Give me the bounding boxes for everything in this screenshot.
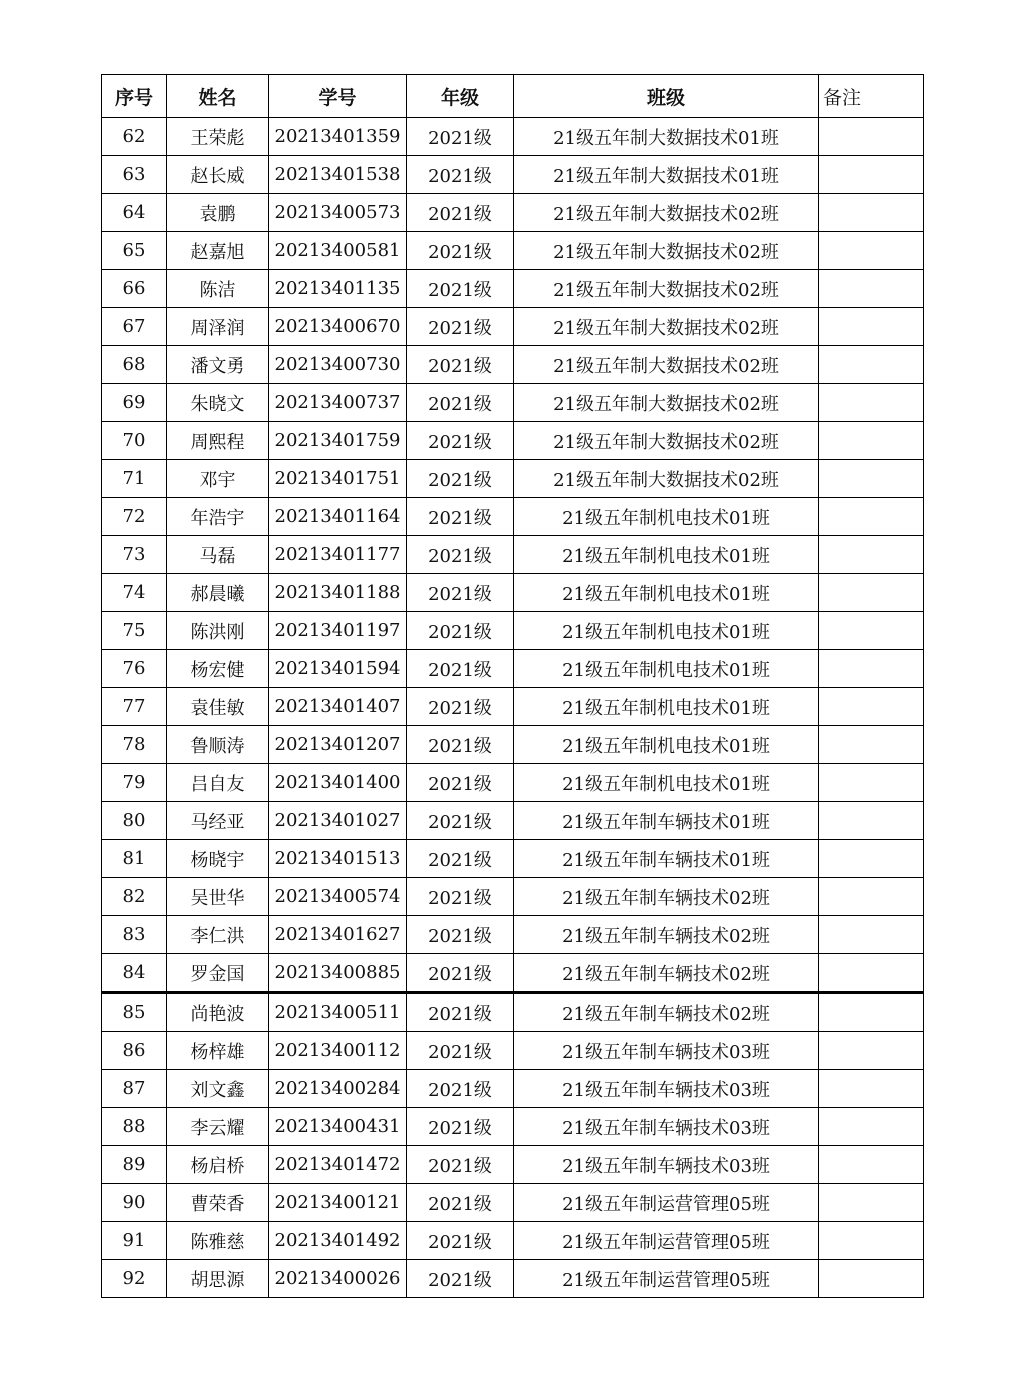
cell-grade: 2021级 <box>407 460 514 498</box>
cell-class: 21级五年制车辆技术03班 <box>514 1032 819 1070</box>
cell-note <box>819 1222 924 1260</box>
cell-name: 陈洁 <box>167 270 269 308</box>
table-row <box>102 1222 924 1260</box>
cell-grade: 2021级 <box>407 1108 514 1146</box>
cell-no: 64 <box>102 194 167 232</box>
cell-name: 邓宇 <box>167 460 269 498</box>
cell-class: 21级五年制运营管理05班 <box>514 1260 819 1298</box>
cell-class: 21级五年制大数据技术02班 <box>514 460 819 498</box>
cell-student-id: 20213400511 <box>269 993 407 1032</box>
cell-student-id: 20213400026 <box>269 1260 407 1298</box>
cell-grade: 2021级 <box>407 878 514 916</box>
cell-name: 鲁顺涛 <box>167 726 269 764</box>
cell-name: 郝晨曦 <box>167 574 269 612</box>
cell-note <box>819 1260 924 1298</box>
cell-student-id: 20213401177 <box>269 536 407 574</box>
cell-name: 曹荣香 <box>167 1184 269 1222</box>
cell-class: 21级五年制机电技术01班 <box>514 688 819 726</box>
cell-student-id: 20213401027 <box>269 802 407 840</box>
cell-no: 72 <box>102 498 167 536</box>
cell-no: 88 <box>102 1108 167 1146</box>
cell-name: 赵嘉旭 <box>167 232 269 270</box>
cell-grade: 2021级 <box>407 232 514 270</box>
table-row <box>102 194 924 232</box>
cell-grade: 2021级 <box>407 802 514 840</box>
cell-name: 陈雅慈 <box>167 1222 269 1260</box>
cell-grade: 2021级 <box>407 384 514 422</box>
cell-class: 21级五年制大数据技术02班 <box>514 194 819 232</box>
table-row <box>102 308 924 346</box>
cell-student-id: 20213401492 <box>269 1222 407 1260</box>
cell-name: 杨晓宇 <box>167 840 269 878</box>
cell-grade: 2021级 <box>407 118 514 156</box>
cell-grade: 2021级 <box>407 726 514 764</box>
cell-no: 89 <box>102 1146 167 1184</box>
cell-name: 吴世华 <box>167 878 269 916</box>
cell-student-id: 20213400737 <box>269 384 407 422</box>
cell-grade: 2021级 <box>407 270 514 308</box>
table-row <box>102 802 924 840</box>
table-row <box>102 764 924 802</box>
cell-note <box>819 612 924 650</box>
cell-note <box>819 1146 924 1184</box>
cell-student-id: 20213400431 <box>269 1108 407 1146</box>
cell-name: 王荣彪 <box>167 118 269 156</box>
cell-class: 21级五年制车辆技术03班 <box>514 1108 819 1146</box>
cell-class: 21级五年制大数据技术02班 <box>514 346 819 384</box>
cell-no: 80 <box>102 802 167 840</box>
cell-name: 潘文勇 <box>167 346 269 384</box>
cell-grade: 2021级 <box>407 650 514 688</box>
cell-grade: 2021级 <box>407 612 514 650</box>
cell-no: 81 <box>102 840 167 878</box>
cell-no: 63 <box>102 156 167 194</box>
cell-no: 79 <box>102 764 167 802</box>
cell-student-id: 20213401407 <box>269 688 407 726</box>
cell-note <box>819 384 924 422</box>
table-row <box>102 1070 924 1108</box>
cell-class: 21级五年制大数据技术01班 <box>514 156 819 194</box>
cell-no: 78 <box>102 726 167 764</box>
cell-grade: 2021级 <box>407 1222 514 1260</box>
table-row <box>102 1184 924 1222</box>
cell-name: 罗金国 <box>167 954 269 993</box>
cell-name: 吕自友 <box>167 764 269 802</box>
cell-student-id: 20213401188 <box>269 574 407 612</box>
table-row <box>102 1260 924 1298</box>
cell-no: 71 <box>102 460 167 498</box>
cell-note <box>819 118 924 156</box>
cell-class: 21级五年制车辆技术01班 <box>514 840 819 878</box>
cell-name: 刘文鑫 <box>167 1070 269 1108</box>
cell-class: 21级五年制大数据技术02班 <box>514 422 819 460</box>
cell-grade: 2021级 <box>407 422 514 460</box>
cell-note <box>819 916 924 954</box>
cell-student-id: 20213400121 <box>269 1184 407 1222</box>
cell-no: 91 <box>102 1222 167 1260</box>
cell-student-id: 20213400573 <box>269 194 407 232</box>
cell-note <box>819 536 924 574</box>
cell-name: 朱晓文 <box>167 384 269 422</box>
cell-note <box>819 993 924 1032</box>
cell-note <box>819 270 924 308</box>
table-row <box>102 688 924 726</box>
table-row <box>102 650 924 688</box>
cell-class: 21级五年制车辆技术02班 <box>514 878 819 916</box>
cell-class: 21级五年制大数据技术02班 <box>514 270 819 308</box>
cell-no: 82 <box>102 878 167 916</box>
cell-student-id: 20213400730 <box>269 346 407 384</box>
cell-no: 76 <box>102 650 167 688</box>
cell-note <box>819 1184 924 1222</box>
cell-no: 87 <box>102 1070 167 1108</box>
cell-no: 68 <box>102 346 167 384</box>
cell-grade: 2021级 <box>407 1032 514 1070</box>
cell-no: 92 <box>102 1260 167 1298</box>
cell-grade: 2021级 <box>407 1070 514 1108</box>
cell-no: 90 <box>102 1184 167 1222</box>
cell-grade: 2021级 <box>407 574 514 612</box>
cell-note <box>819 1032 924 1070</box>
cell-name: 年浩宇 <box>167 498 269 536</box>
header-grade: 年级 <box>407 75 514 118</box>
cell-class: 21级五年制车辆技术03班 <box>514 1070 819 1108</box>
student-roster-sheet <box>101 74 913 1298</box>
table-row <box>102 536 924 574</box>
cell-grade: 2021级 <box>407 1184 514 1222</box>
cell-class: 21级五年制大数据技术02班 <box>514 232 819 270</box>
header-no: 序号 <box>102 75 167 118</box>
cell-grade: 2021级 <box>407 954 514 993</box>
cell-student-id: 20213401400 <box>269 764 407 802</box>
table-row <box>102 993 924 1032</box>
cell-grade: 2021级 <box>407 308 514 346</box>
cell-student-id: 20213401627 <box>269 916 407 954</box>
cell-no: 84 <box>102 954 167 993</box>
cell-student-id: 20213401594 <box>269 650 407 688</box>
cell-note <box>819 156 924 194</box>
cell-note <box>819 308 924 346</box>
cell-student-id: 20213400885 <box>269 954 407 993</box>
table-row <box>102 574 924 612</box>
table-row <box>102 156 924 194</box>
table-row <box>102 270 924 308</box>
cell-class: 21级五年制机电技术01班 <box>514 726 819 764</box>
cell-class: 21级五年制大数据技术02班 <box>514 384 819 422</box>
cell-no: 73 <box>102 536 167 574</box>
cell-grade: 2021级 <box>407 840 514 878</box>
cell-no: 77 <box>102 688 167 726</box>
table-row <box>102 118 924 156</box>
cell-student-id: 20213401538 <box>269 156 407 194</box>
cell-note <box>819 802 924 840</box>
cell-no: 65 <box>102 232 167 270</box>
table-row <box>102 384 924 422</box>
cell-note <box>819 726 924 764</box>
cell-grade: 2021级 <box>407 688 514 726</box>
cell-grade: 2021级 <box>407 764 514 802</box>
cell-no: 69 <box>102 384 167 422</box>
cell-name: 袁佳敏 <box>167 688 269 726</box>
cell-name: 李仁洪 <box>167 916 269 954</box>
cell-name: 周熙程 <box>167 422 269 460</box>
cell-grade: 2021级 <box>407 993 514 1032</box>
cell-class: 21级五年制大数据技术02班 <box>514 308 819 346</box>
cell-name: 马经亚 <box>167 802 269 840</box>
cell-name: 杨启桥 <box>167 1146 269 1184</box>
cell-student-id: 20213400670 <box>269 308 407 346</box>
cell-name: 李云耀 <box>167 1108 269 1146</box>
cell-no: 85 <box>102 993 167 1032</box>
cell-name: 周泽润 <box>167 308 269 346</box>
cell-note <box>819 688 924 726</box>
table-row <box>102 232 924 270</box>
cell-class: 21级五年制机电技术01班 <box>514 536 819 574</box>
cell-name: 袁鹏 <box>167 194 269 232</box>
cell-note <box>819 954 924 993</box>
cell-class: 21级五年制机电技术01班 <box>514 498 819 536</box>
cell-no: 74 <box>102 574 167 612</box>
cell-no: 70 <box>102 422 167 460</box>
cell-student-id: 20213400574 <box>269 878 407 916</box>
cell-class: 21级五年制车辆技术01班 <box>514 802 819 840</box>
cell-student-id: 20213401135 <box>269 270 407 308</box>
table-header-row <box>102 75 924 118</box>
table-row <box>102 840 924 878</box>
cell-name: 尚艳波 <box>167 993 269 1032</box>
table-row <box>102 1146 924 1184</box>
table-row <box>102 878 924 916</box>
cell-grade: 2021级 <box>407 536 514 574</box>
cell-class: 21级五年制机电技术01班 <box>514 612 819 650</box>
cell-no: 75 <box>102 612 167 650</box>
cell-class: 21级五年制运营管理05班 <box>514 1222 819 1260</box>
cell-student-id: 20213401359 <box>269 118 407 156</box>
cell-student-id: 20213401164 <box>269 498 407 536</box>
cell-note <box>819 422 924 460</box>
cell-note <box>819 1070 924 1108</box>
cell-class: 21级五年制车辆技术02班 <box>514 916 819 954</box>
cell-no: 67 <box>102 308 167 346</box>
cell-class: 21级五年制车辆技术02班 <box>514 954 819 993</box>
table-row <box>102 1032 924 1070</box>
table-row <box>102 954 924 993</box>
cell-grade: 2021级 <box>407 1260 514 1298</box>
table-row <box>102 422 924 460</box>
cell-note <box>819 878 924 916</box>
cell-student-id: 20213401751 <box>269 460 407 498</box>
header-class: 班级 <box>514 75 819 118</box>
cell-note <box>819 574 924 612</box>
cell-note <box>819 764 924 802</box>
cell-student-id: 20213400284 <box>269 1070 407 1108</box>
cell-student-id: 20213401207 <box>269 726 407 764</box>
table-row <box>102 346 924 384</box>
cell-no: 62 <box>102 118 167 156</box>
header-note: 备注 <box>819 75 924 118</box>
cell-grade: 2021级 <box>407 916 514 954</box>
cell-student-id: 20213400581 <box>269 232 407 270</box>
cell-note <box>819 840 924 878</box>
cell-class: 21级五年制机电技术01班 <box>514 764 819 802</box>
table-row <box>102 726 924 764</box>
cell-name: 杨梓雄 <box>167 1032 269 1070</box>
cell-no: 83 <box>102 916 167 954</box>
cell-student-id: 20213401759 <box>269 422 407 460</box>
cell-class: 21级五年制车辆技术03班 <box>514 1146 819 1184</box>
cell-no: 66 <box>102 270 167 308</box>
cell-note <box>819 498 924 536</box>
cell-grade: 2021级 <box>407 156 514 194</box>
cell-student-id: 20213401472 <box>269 1146 407 1184</box>
cell-student-id: 20213401513 <box>269 840 407 878</box>
cell-note <box>819 346 924 384</box>
cell-no: 86 <box>102 1032 167 1070</box>
table-row <box>102 1108 924 1146</box>
cell-student-id: 20213400112 <box>269 1032 407 1070</box>
cell-student-id: 20213401197 <box>269 612 407 650</box>
cell-class: 21级五年制车辆技术02班 <box>514 993 819 1032</box>
cell-grade: 2021级 <box>407 346 514 384</box>
cell-class: 21级五年制大数据技术01班 <box>514 118 819 156</box>
cell-note <box>819 1108 924 1146</box>
header-student-id: 学号 <box>269 75 407 118</box>
cell-name: 胡思源 <box>167 1260 269 1298</box>
cell-grade: 2021级 <box>407 1146 514 1184</box>
cell-grade: 2021级 <box>407 498 514 536</box>
cell-note <box>819 460 924 498</box>
table-body <box>102 118 924 1298</box>
cell-note <box>819 194 924 232</box>
cell-note <box>819 232 924 270</box>
header-name: 姓名 <box>167 75 269 118</box>
cell-name: 马磊 <box>167 536 269 574</box>
table-row <box>102 916 924 954</box>
cell-grade: 2021级 <box>407 194 514 232</box>
cell-name: 陈洪刚 <box>167 612 269 650</box>
table-row <box>102 498 924 536</box>
table-row <box>102 460 924 498</box>
cell-name: 赵长威 <box>167 156 269 194</box>
cell-class: 21级五年制机电技术01班 <box>514 574 819 612</box>
table-row <box>102 612 924 650</box>
cell-note <box>819 650 924 688</box>
student-roster-table <box>101 74 924 1298</box>
cell-class: 21级五年制机电技术01班 <box>514 650 819 688</box>
cell-class: 21级五年制运营管理05班 <box>514 1184 819 1222</box>
cell-name: 杨宏健 <box>167 650 269 688</box>
